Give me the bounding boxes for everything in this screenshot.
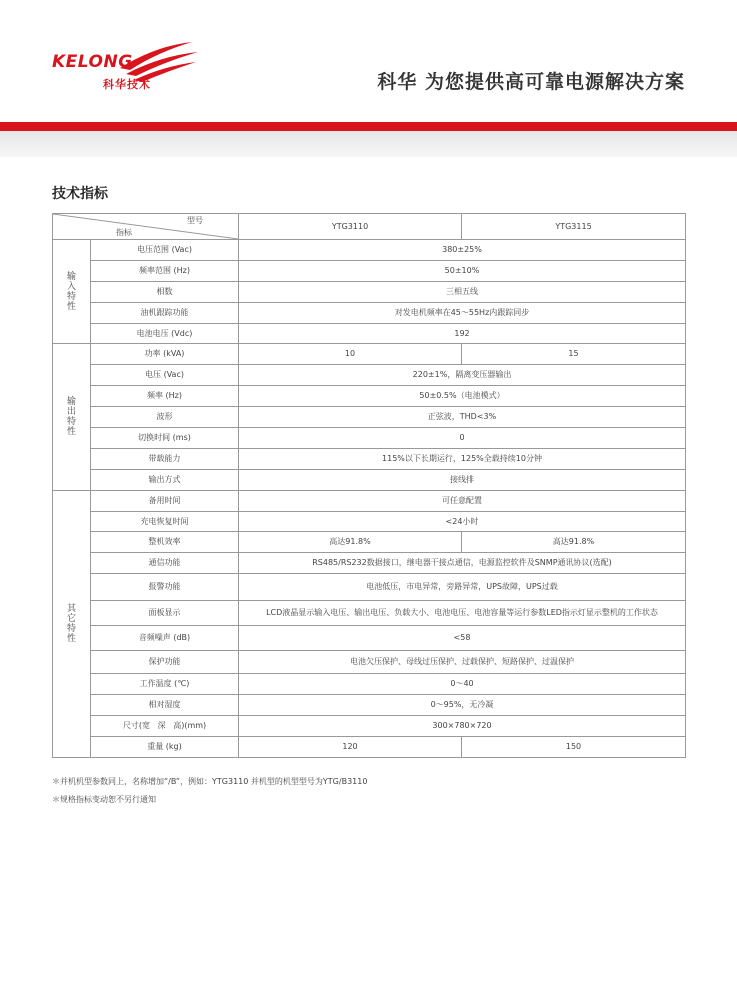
row-value-model-2: 15 [462, 344, 686, 365]
row-value: 0～95%，无冷凝 [239, 695, 686, 716]
row-label: 频率 (Hz) [91, 386, 239, 407]
row-label: 整机效率 [91, 532, 239, 553]
row-label: 重量 (kg) [91, 736, 239, 757]
table-row [53, 532, 686, 553]
logo-subtitle: 科华技术 [103, 78, 151, 91]
row-value: 对发电机频率在45～55Hz内跟踪同步 [239, 302, 686, 323]
row-value: 192 [239, 323, 686, 344]
row-value: 300×780×720 [239, 716, 686, 737]
group-output-label: 输出特性 [66, 397, 76, 438]
logo-text: KELONG [52, 52, 133, 72]
row-label: 电压 (Vac) [91, 365, 239, 386]
row-label: 尺寸(宽 深 高)(mm) [91, 716, 239, 737]
table-row [53, 511, 686, 532]
red-divider-band [0, 122, 737, 131]
row-value: 50±10% [239, 260, 686, 281]
row-value: 50±0.5%（电池模式） [239, 386, 686, 407]
table-row [53, 469, 686, 490]
row-value: <58 [239, 626, 686, 651]
header-model-label: 型号 [187, 216, 203, 225]
footnote: ＊并机机型参数同上，名称增加“/B”，例如：YTG3110 并机型的机型型号为YTG/B3110 [52, 777, 368, 786]
table-row [53, 574, 686, 601]
diagonal-line [53, 214, 238, 239]
table-row [53, 448, 686, 469]
group-other-label: 其它特性 [66, 603, 76, 644]
page-slogan: 科华 为您提供高可靠电源解决方案 [377, 71, 685, 93]
table-row [53, 553, 686, 574]
row-value: 正弦波，THD<3% [239, 407, 686, 428]
grey-divider-band [0, 131, 737, 157]
table-row [53, 651, 686, 674]
table-row [53, 626, 686, 651]
table-row [53, 323, 686, 344]
section-title: 技术指标 [52, 186, 108, 202]
group-input-label: 输入特性 [66, 271, 76, 312]
row-value-model-2: 150 [462, 736, 686, 757]
header-spec-label: 指标 [116, 228, 132, 237]
diagonal-header-cell [53, 214, 239, 240]
row-label: 工作温度 (℃) [91, 674, 239, 695]
row-value-model-1: 高达91.8% [239, 532, 462, 553]
table-row [53, 302, 686, 323]
group-input [53, 240, 91, 344]
row-label: 电池电压 (Vdc) [91, 323, 239, 344]
model-header-1: YTG3110 [239, 214, 462, 240]
row-label: 通信功能 [91, 553, 239, 574]
table-row [53, 716, 686, 737]
row-label: 相数 [91, 281, 239, 302]
page-header [0, 0, 737, 120]
table-row [53, 428, 686, 449]
table-row [53, 695, 686, 716]
table-row [53, 281, 686, 302]
row-label: 波形 [91, 407, 239, 428]
group-other [53, 490, 91, 757]
row-label: 备用时间 [91, 490, 239, 511]
table-row [53, 674, 686, 695]
row-label: 音频噪声 (dB) [91, 626, 239, 651]
row-value: 380±25% [239, 240, 686, 261]
row-value: <24小时 [239, 511, 686, 532]
table-row [53, 260, 686, 281]
spec-table [52, 213, 686, 758]
table-row [53, 490, 686, 511]
footnote: ＊规格指标变动恕不另行通知 [52, 795, 156, 804]
row-value: 0～40 [239, 674, 686, 695]
row-value: 电池欠压保护、母线过压保护、过载保护、短路保护、过温保护 [239, 651, 686, 674]
row-value-model-1: 10 [239, 344, 462, 365]
table-row [53, 386, 686, 407]
row-label: 相对湿度 [91, 695, 239, 716]
row-value: 接线排 [239, 469, 686, 490]
row-label: 电压范围 (Vac) [91, 240, 239, 261]
row-value-model-2: 高达91.8% [462, 532, 686, 553]
row-value: 0 [239, 428, 686, 449]
row-value-model-1: 120 [239, 736, 462, 757]
table-header-row [53, 214, 686, 240]
row-label: 输出方式 [91, 469, 239, 490]
row-value: LCD液晶显示输入电压、输出电压、负载大小、电池电压、电池容量等运行参数LED指示灯显示整机的工作状态 [239, 601, 686, 626]
footnotes [52, 773, 367, 809]
row-label: 面板显示 [91, 601, 239, 626]
row-value: 电池低压，市电异常，旁路异常，UPS故障，UPS过载 [239, 574, 686, 601]
table-row [53, 736, 686, 757]
row-label: 油机跟踪功能 [91, 302, 239, 323]
row-label: 保护功能 [91, 651, 239, 674]
row-value: RS485/RS232数据接口，继电器干接点通信，电源监控软件及SNMP通讯协议(选配) [239, 553, 686, 574]
row-label: 切换时间 (ms) [91, 428, 239, 449]
row-label: 频率范围 (Hz) [91, 260, 239, 281]
model-header-2: YTG3115 [462, 214, 686, 240]
table-row [53, 365, 686, 386]
row-value: 115%以下长期运行，125%全载持续10分钟 [239, 448, 686, 469]
row-label: 充电恢复时间 [91, 511, 239, 532]
group-output [53, 344, 91, 490]
table-row [53, 407, 686, 428]
row-value: 可任意配置 [239, 490, 686, 511]
row-label: 带载能力 [91, 448, 239, 469]
table-row [53, 240, 686, 261]
row-label: 报警功能 [91, 574, 239, 601]
row-value: 220±1%，隔离变压器输出 [239, 365, 686, 386]
row-label: 功率 (kVA) [91, 344, 239, 365]
table-row [53, 601, 686, 626]
table-row [53, 344, 686, 365]
row-value: 三相五线 [239, 281, 686, 302]
